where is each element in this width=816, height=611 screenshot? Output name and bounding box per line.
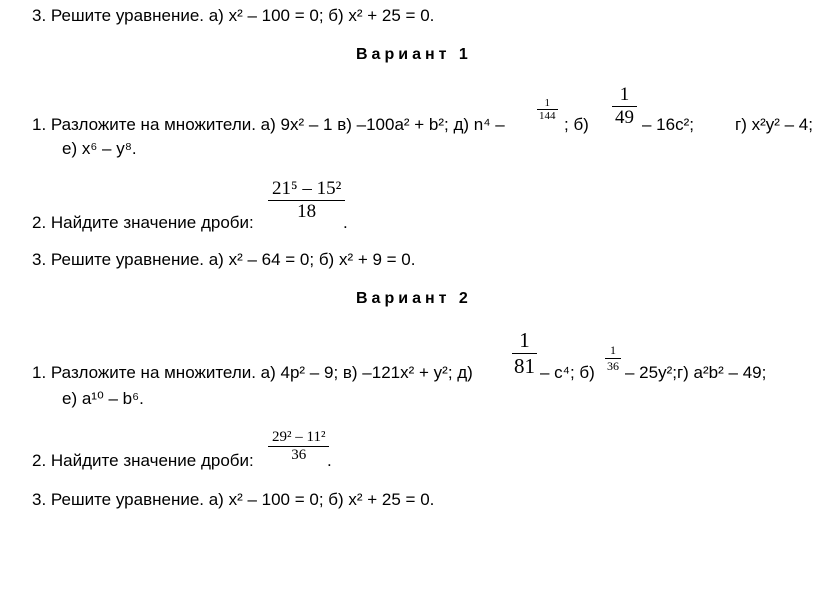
top-equation-line: 3. Решите уравнение. а) x² – 100 = 0; б) x² + 25 = 0.	[32, 6, 435, 25]
v1-task1-b-rest: – 16c²;	[642, 115, 694, 134]
fraction-denominator: 144	[539, 110, 556, 122]
fraction-numerator: 1	[619, 84, 630, 105]
v1-task1-line: 1. Разложите на множители. а) 9x² – 1 в) –100a² + b²; д) n⁴ –	[32, 115, 505, 134]
v1-task2-end: .	[343, 213, 348, 232]
v1-task2-fraction	[268, 178, 345, 223]
v2-task2-fraction	[268, 429, 329, 464]
v1-fraction-1-49	[612, 84, 637, 129]
fraction-numerator: 1	[544, 97, 550, 109]
fraction-numerator: 21⁵ – 15²	[272, 178, 342, 199]
v2-task1-b-rest: – 25y²;г) a²b² – 49;	[625, 363, 767, 382]
v1-task1-g: г) x²y² – 4;	[735, 115, 813, 134]
v1-fraction-1-144	[537, 97, 558, 122]
variant-2-heading: Вариант 2	[356, 290, 472, 307]
v1-task3-line: 3. Решите уравнение. а) x² – 64 = 0; б) x² + 9 = 0.	[32, 250, 416, 269]
fraction-numerator: 29² – 11²	[272, 429, 326, 445]
v2-task3-line: 3. Решите уравнение. а) x² – 100 = 0; б) x² + 25 = 0.	[32, 490, 435, 509]
fraction-denominator: 36	[268, 446, 329, 464]
v2-task2-end: .	[327, 451, 332, 470]
v2-fraction-1-81	[512, 328, 537, 379]
fraction-numerator: 1	[610, 343, 616, 357]
fraction-denominator: 36	[607, 359, 619, 373]
v1-task2-text: 2. Найдите значение дроби:	[32, 213, 254, 232]
fraction-denominator: 49	[612, 106, 637, 129]
v2-task1-line: 1. Разложите на множители. а) 4p² – 9; в) –121x² + y²; д)	[32, 363, 473, 382]
v2-task2-text: 2. Найдите значение дроби:	[32, 451, 254, 470]
v1-task1-b-label: ; б)	[564, 115, 589, 134]
v2-task1-d-rest: – c⁴; б)	[540, 363, 595, 382]
v2-fraction-1-36	[605, 343, 621, 374]
fraction-numerator: 1	[519, 328, 530, 352]
v1-task1-e: е) x⁶ – y⁸.	[62, 139, 137, 158]
fraction-denominator: 18	[268, 200, 345, 223]
variant-1-heading: Вариант 1	[356, 46, 472, 63]
fraction-denominator: 81	[514, 354, 535, 378]
v2-task1-e: е) a¹⁰ – b⁶.	[62, 389, 144, 408]
